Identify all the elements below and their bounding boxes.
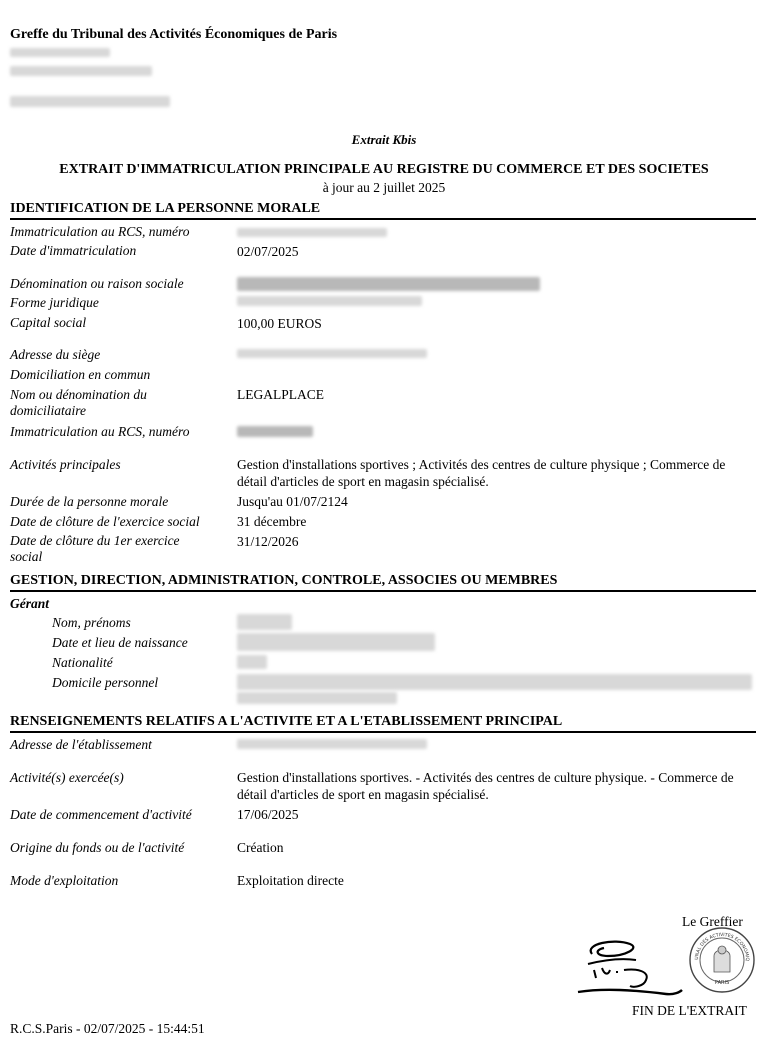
main-title: EXTRAIT D'IMMATRICULATION PRINCIPALE AU REGISTRE DU COMMERCE ET DES SOCIETES [59,162,709,177]
redacted-nationalite [237,655,267,669]
domiciliataire-label: Nom ou dénomination du domiciliataire [10,387,147,418]
update-date: à jour au 2 juillet 2025 [322,180,446,195]
document-title: Extrait Kbis [351,132,417,147]
rcs-domiciliataire-label: Immatriculation au RCS, numéro [10,424,190,439]
redacted-adresse-etablissement [237,739,427,749]
denomination-label: Dénomination ou raison sociale [10,276,184,291]
domiciliation-label: Domiciliation en commun [10,367,151,382]
section-gestion-heading: GESTION, DIRECTION, ADMINISTRATION, CONTROLE, ASSOCIES OU MEMBRES [10,573,756,592]
section-identification-heading: IDENTIFICATION DE LA PERSONNE MORALE [10,201,756,220]
date-immatriculation-value: 02/07/2025 [237,244,299,259]
court-name: Greffe du Tribunal des Activités Économiques de Paris [10,27,338,42]
date-immatriculation-label: Date d'immatriculation [10,243,137,258]
activites-principales-label: Activités principales [10,457,121,472]
seal-text: UNAL DES ACTIVITES ECONOMIQ [694,932,750,962]
capital-value: 100,00 EUROS [237,316,322,331]
origine-label: Origine du fonds ou de l'activité [10,840,185,855]
redacted-address-line-3 [10,96,170,107]
adresse-etablissement-label: Adresse de l'établissement [10,737,152,752]
redacted-naissance [237,633,435,651]
mode-exploitation-label: Mode d'exploitation [10,873,119,888]
section-etablissement-heading: RENSEIGNEMENTS RELATIFS A L'ACTIVITE ET A L'ETABLISSEMENT PRINCIPAL [10,714,756,733]
commencement-value: 17/06/2025 [237,807,299,822]
forme-juridique-label: Forme juridique [10,295,99,310]
domiciliataire-value: LEGALPLACE [237,387,324,402]
activite-exercee-label: Activité(s) exercée(s) [10,770,124,785]
handwritten-signature [574,934,684,998]
redacted-domicile-1 [237,674,752,690]
tribunal-seal [688,926,756,994]
mode-exploitation-value: Exploitation directe [237,873,344,888]
redacted-adresse-siege [237,349,427,358]
origine-value: Création [237,840,284,855]
redacted-rcs-number [237,228,387,237]
redacted-forme-juridique [237,296,422,306]
cloture-label: Date de clôture de l'exercice social [10,514,200,529]
fin-extrait: FIN DE L'EXTRAIT [632,1003,747,1018]
nationalite-label: Nationalité [52,655,113,670]
duree-value: Jusqu'au 01/07/2124 [237,494,348,509]
nom-prenoms-label: Nom, prénoms [52,615,131,630]
capital-label: Capital social [10,315,87,330]
activite-exercee-value: Gestion d'installations sportives. - Activités des centres de culture physique. - Commerce de détail d'articles de sport en magasin spécialisé. [237,770,734,802]
duree-label: Durée de la personne morale [10,494,169,509]
domicile-label: Domicile personnel [52,675,159,690]
redacted-domicile-2 [237,692,397,704]
redacted-address-line-1 [10,48,110,57]
premiere-cloture-value: 31/12/2026 [237,534,299,549]
redacted-nom [237,614,292,630]
redacted-rcs-domiciliataire [237,426,313,437]
naissance-label: Date et lieu de naissance [52,635,188,650]
seal-city: PARIS [714,980,730,986]
greffier-label: Le Greffier [682,914,743,929]
rcs-number-label: Immatriculation au RCS, numéro [10,224,190,239]
adresse-siege-label: Adresse du siège [10,347,101,362]
activites-principales-value: Gestion d'installations sportives ; Activités des centres de culture physique ; Commerce de détail d'articles de sport en magasin spécialisé. [237,457,726,489]
premiere-cloture-label: Date de clôture du 1er exercice social [10,533,180,564]
cloture-value: 31 décembre [237,514,307,529]
redacted-address-line-2 [10,66,152,76]
gerant-role: Gérant [10,596,50,611]
redacted-denomination [237,277,540,291]
commencement-label: Date de commencement d'activité [10,807,192,822]
footer-reference: R.C.S.Paris - 02/07/2025 - 15:44:51 [10,1021,205,1036]
